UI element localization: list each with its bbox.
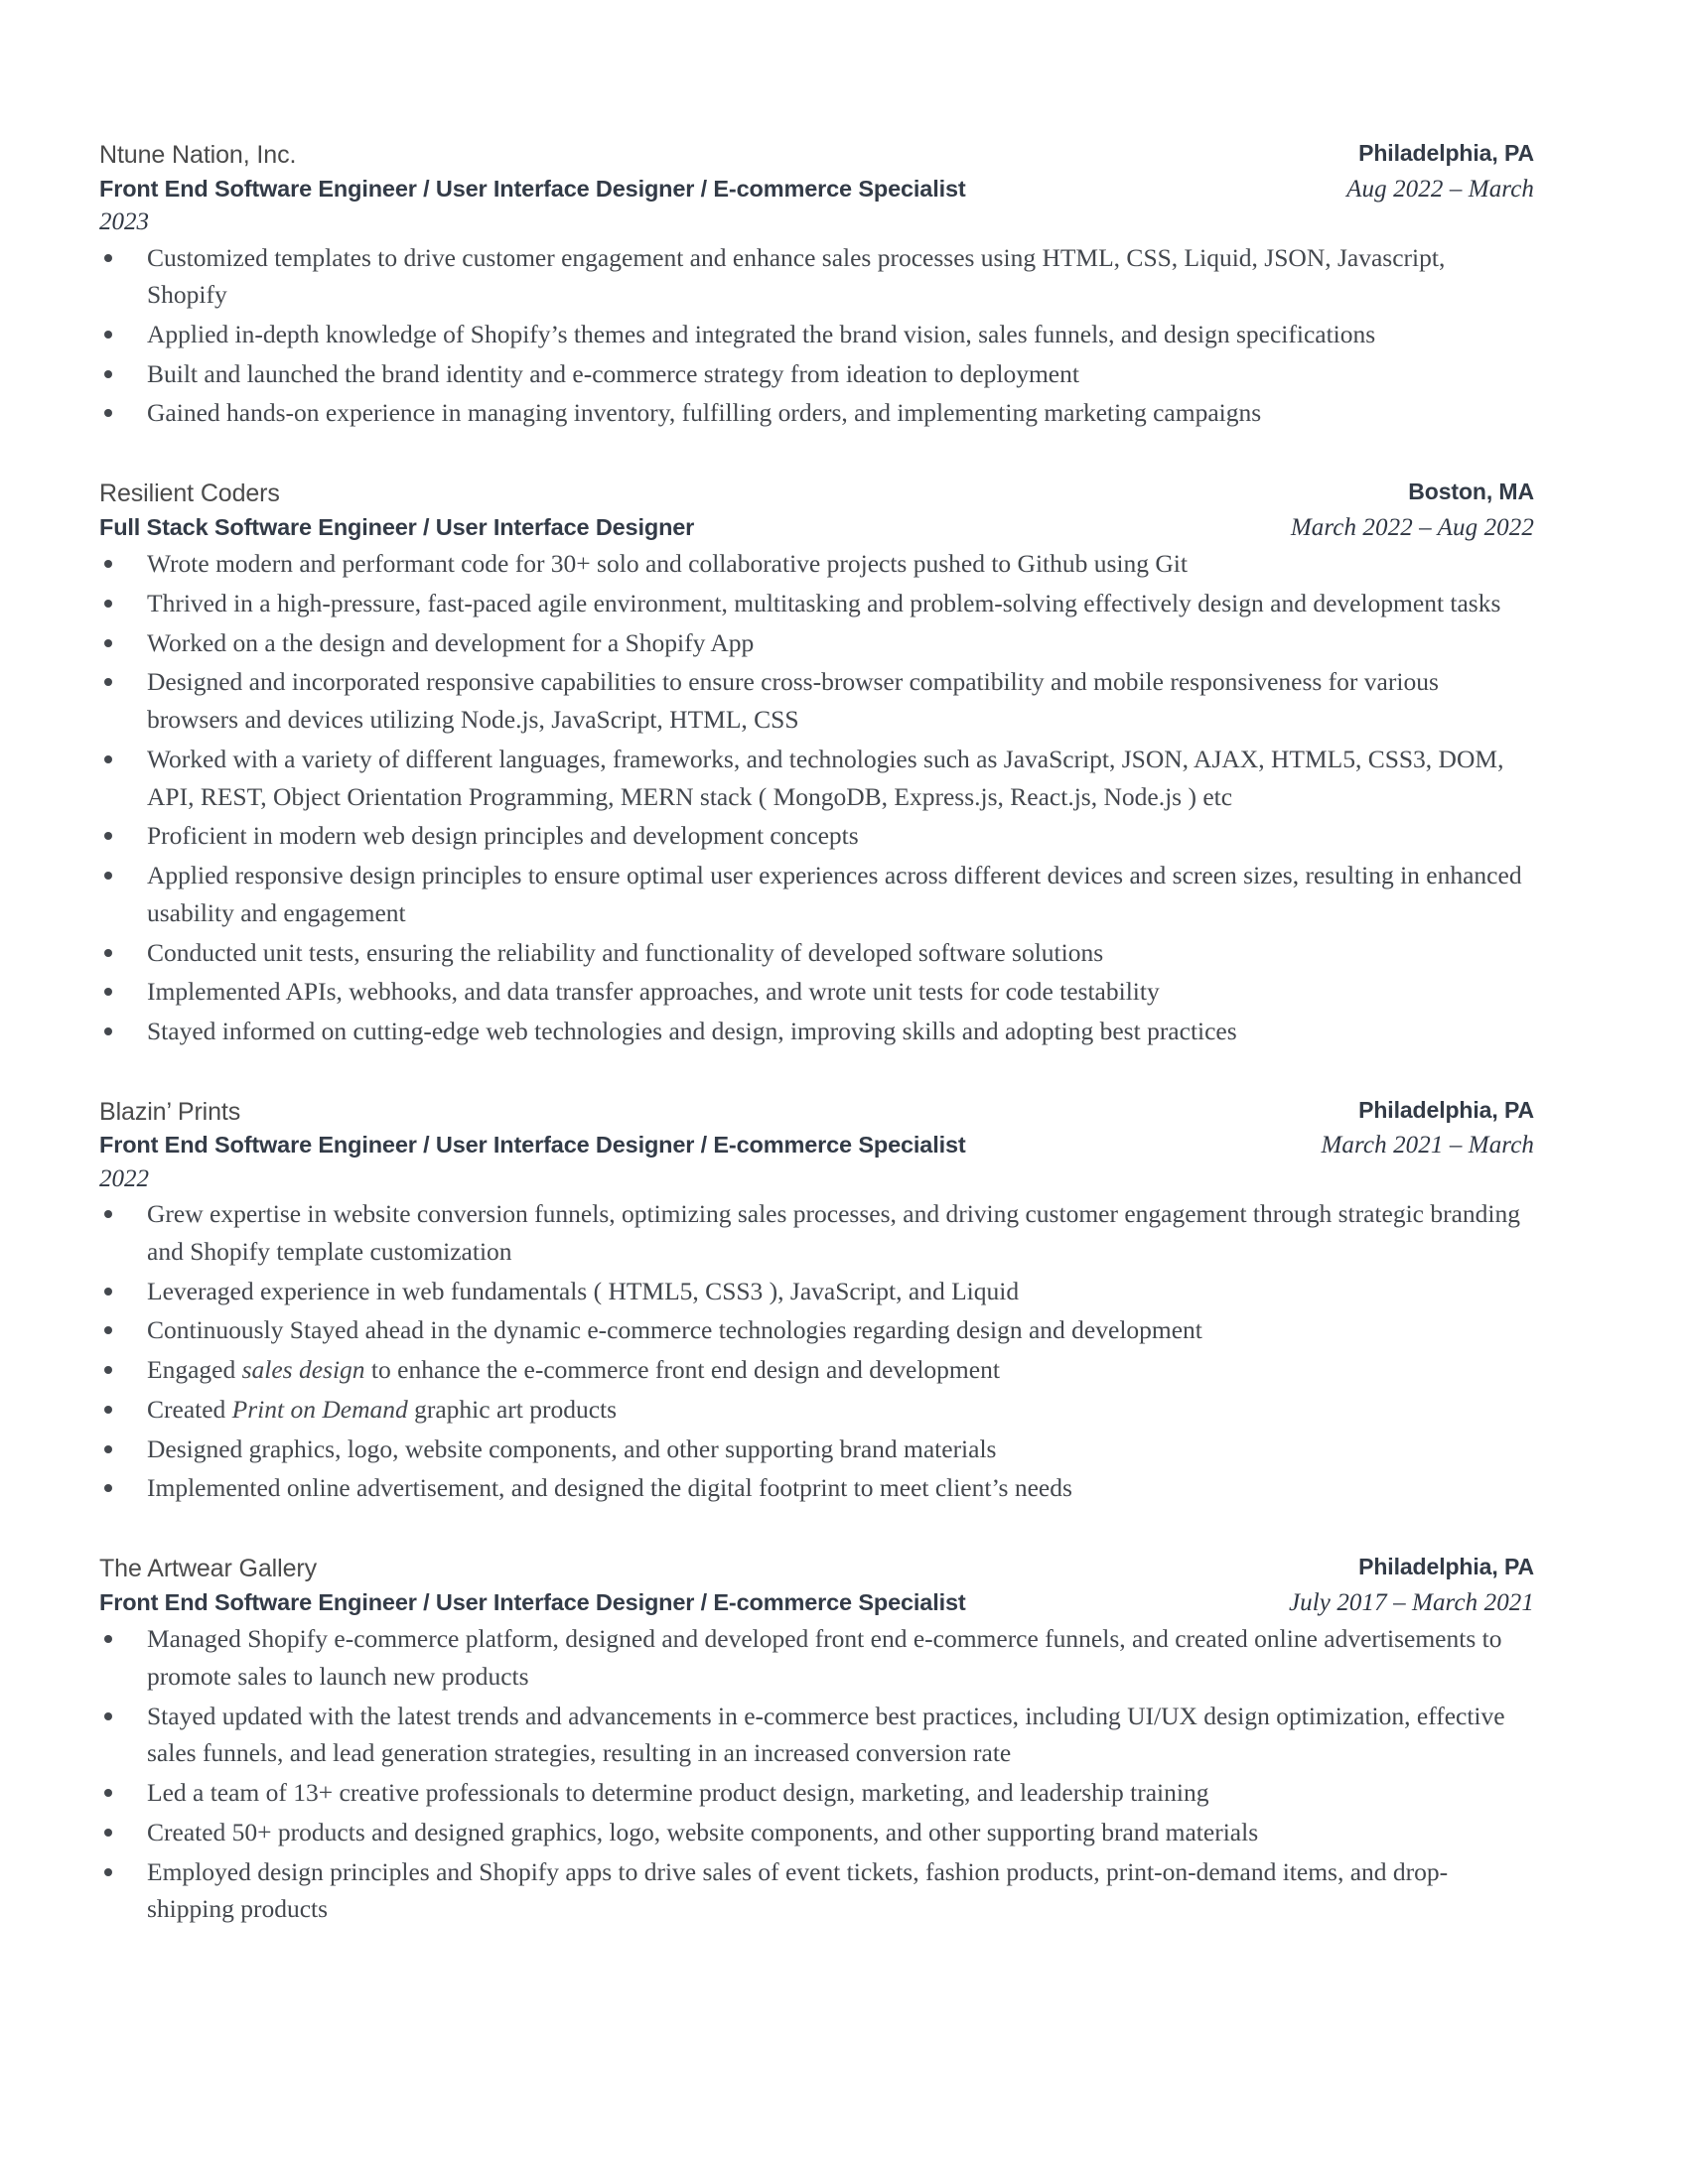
entry-bullet-list xyxy=(99,1195,1534,1507)
bullet-item xyxy=(99,355,1527,393)
bullet-text: Led a team of 13+ creative professionals to determine product design, marketing, and leadership training xyxy=(147,1778,1209,1808)
bullet-item xyxy=(99,1311,1527,1349)
bullet-text: Proficient in modern web design principles and development concepts xyxy=(147,821,859,851)
entry-title-row xyxy=(99,174,1534,206)
entry-job-title: Full Stack Software Engineer / User Interface Designer xyxy=(99,513,695,540)
bullet-emphasis: sales design xyxy=(241,1355,365,1385)
experience-entry xyxy=(99,1553,1534,1928)
bullet-emphasis: Print on Demand xyxy=(231,1394,408,1424)
entry-company-name: Ntune Nation, Inc. xyxy=(99,141,297,169)
entry-dates: Aug 2022 – March xyxy=(1346,175,1534,203)
bullet-item xyxy=(99,1814,1527,1851)
bullet-text: Stayed updated with the latest trends and advancements in e-commerce best practices, including UI/UX design optimization, effective sales funnels, and lead generation strategies, resulting in an increased conversion rate xyxy=(147,1701,1505,1768)
bullet-item xyxy=(99,934,1527,972)
bullet-text: Stayed informed on cutting-edge web technologies and design, improving skills and adopting best practices xyxy=(147,1016,1237,1045)
entry-bullet-list xyxy=(99,239,1534,433)
entry-title-row xyxy=(99,512,1534,545)
bullet-text: Leveraged experience in web fundamentals ( HTML5, CSS3 ), JavaScript, and Liquid xyxy=(147,1276,1020,1305)
bullet-item xyxy=(99,817,1527,855)
entry-company-name: Blazin’ Prints xyxy=(99,1097,241,1126)
bullet-text: Applied in-depth knowledge of Shopify’s themes and integrated the brand vision, sales funnels, and design specifications xyxy=(147,319,1376,348)
bullet-text: Grew expertise in website conversion funnels, optimizing sales processes, and driving customer engagement through strategic branding and Shopify template customization xyxy=(147,1199,1521,1266)
entry-bullet-list xyxy=(99,545,1534,1050)
bullet-item xyxy=(99,1698,1527,1772)
bullet-text: Implemented APIs, webhooks, and data transfer approaches, and wrote unit tests for code testability xyxy=(147,977,1160,1007)
bullet-text: Continuously Stayed ahead in the dynamic e-commerce technologies regarding design and development xyxy=(147,1315,1202,1345)
bullet-text: Implemented online advertisement, and designed the digital footprint to meet client’s needs xyxy=(147,1473,1072,1503)
bullet-item xyxy=(99,316,1527,353)
bullet-item xyxy=(99,1273,1527,1310)
bullet-item xyxy=(99,394,1527,432)
entry-dates: July 2017 – March 2021 xyxy=(1288,1588,1534,1616)
experience-entry xyxy=(99,1096,1534,1507)
bullet-text: graphic art products xyxy=(407,1394,618,1424)
entry-location: Philadelphia, PA xyxy=(1358,1554,1534,1580)
bullet-text: Built and launched the brand identity and e-commerce strategy from ideation to deployment xyxy=(147,358,1079,388)
bullet-text: Engaged xyxy=(147,1355,242,1385)
bullet-text: Employed design principles and Shopify apps to drive sales of event tickets, fashion products, print-on-demand items, and drop-shipping products xyxy=(147,1856,1449,1924)
bullet-text: Designed graphics, logo, website components, and other supporting brand materials xyxy=(147,1433,997,1463)
bullet-item xyxy=(99,1469,1527,1507)
entry-company-name: Resilient Coders xyxy=(99,479,280,508)
bullet-item xyxy=(99,1774,1527,1812)
bullet-item xyxy=(99,1853,1527,1928)
bullet-item xyxy=(99,239,1527,314)
bullet-text: Worked with a variety of different languages, frameworks, and technologies such as JavaScript, JSON, AJAX, HTML5, CSS3, DOM, API, REST, Object Orientation Programming, MERN stack ( MongoDB, Express.js, React.js, Node.js ) etc xyxy=(147,744,1504,811)
entry-company-name: The Artwear Gallery xyxy=(99,1555,318,1583)
bullet-item xyxy=(99,1431,1527,1468)
entry-dates: March 2021 – March xyxy=(1321,1132,1534,1160)
bullet-item xyxy=(99,1013,1527,1050)
bullet-text: Customized templates to drive customer engagement and enhance sales processes using HTML, CSS, Liquid, JSON, Javascript, Shopify xyxy=(147,242,1446,310)
entry-job-title: Front End Software Engineer / User Interface Designer / E-commerce Specialist xyxy=(99,1588,966,1615)
bullet-item xyxy=(99,663,1527,738)
bullet-item xyxy=(99,585,1527,622)
entry-company-row xyxy=(99,1553,1534,1585)
bullet-text: Worked on a the design and development for a Shopify App xyxy=(147,627,755,657)
bullet-text: Conducted unit tests, ensuring the reliability and functionality of developed software solutions xyxy=(147,937,1104,967)
bullet-item xyxy=(99,1195,1527,1270)
bullet-text: Created xyxy=(147,1394,232,1424)
entry-job-title: Front End Software Engineer / User Interface Designer / E-commerce Specialist xyxy=(99,1132,966,1159)
entry-bullet-list xyxy=(99,1620,1534,1928)
entry-location: Philadelphia, PA xyxy=(1358,1096,1534,1123)
bullet-text: Applied responsive design principles to ensure optimal user experiences across different devices and screen sizes, resulting in enhanced usability and engagement xyxy=(147,861,1522,927)
entry-job-title: Front End Software Engineer / User Interface Designer / E-commerce Specialist xyxy=(99,175,966,202)
entry-location: Philadelphia, PA xyxy=(1358,140,1534,166)
bullet-item xyxy=(99,1620,1527,1695)
entry-title-row xyxy=(99,1130,1534,1162)
entry-company-row xyxy=(99,478,1534,510)
bullet-item xyxy=(99,1351,1527,1389)
experience-section xyxy=(99,139,1534,1928)
bullet-item xyxy=(99,545,1527,583)
entry-location: Boston, MA xyxy=(1408,478,1534,505)
entry-dates: March 2022 – Aug 2022 xyxy=(1290,513,1534,541)
bullet-text: Managed Shopify e-commerce platform, designed and developed front end e-commerce funnels, and created online advertisements to promote sales to launch new products xyxy=(147,1624,1502,1691)
entry-company-row xyxy=(99,1096,1534,1129)
bullet-text: Thrived in a high-pressure, fast-paced agile environment, multitasking and problem-solving effectively design and development tasks xyxy=(147,588,1501,617)
bullet-text: Wrote modern and performant code for 30+ solo and collaborative projects pushed to Github using Git xyxy=(147,549,1188,579)
bullet-item xyxy=(99,857,1527,931)
entry-company-row xyxy=(99,139,1534,172)
bullet-text: Gained hands-on experience in managing inventory, fulfilling orders, and implementing marketing campaigns xyxy=(147,398,1262,428)
bullet-item xyxy=(99,624,1527,662)
bullet-item xyxy=(99,741,1527,815)
bullet-text: Created 50+ products and designed graphics, logo, website components, and other supporting brand materials xyxy=(147,1817,1259,1846)
entry-dates-continuation: 2023 xyxy=(99,208,149,235)
experience-entry xyxy=(99,139,1534,432)
bullet-item xyxy=(99,973,1527,1011)
entry-title-row xyxy=(99,1587,1534,1620)
bullet-text: Designed and incorporated responsive capabilities to ensure cross-browser compatibility and mobile responsiveness for various browsers and devices utilizing Node.js, JavaScript, HTML, CSS xyxy=(147,667,1439,735)
bullet-item xyxy=(99,1391,1527,1429)
entry-dates-continuation: 2022 xyxy=(99,1164,149,1192)
experience-entry xyxy=(99,478,1534,1050)
bullet-text: to enhance the e-commerce front end design and development xyxy=(364,1355,1000,1385)
